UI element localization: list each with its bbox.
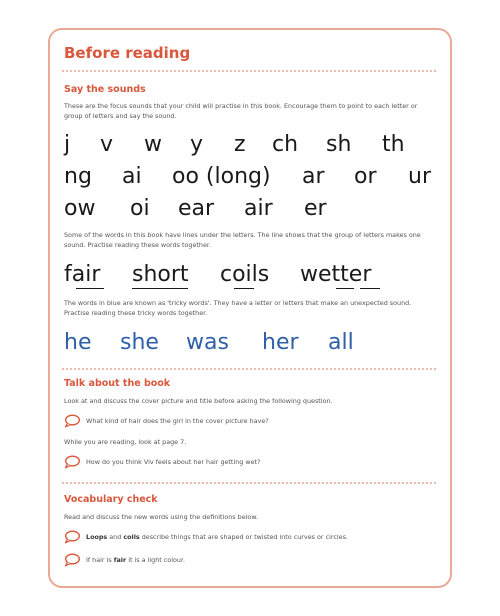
vocabulary-heading: Vocabulary check — [64, 494, 158, 505]
question-line — [64, 455, 436, 469]
sound-underline — [76, 288, 104, 289]
definition-line — [64, 553, 436, 567]
speech-bubble-icon — [64, 414, 80, 428]
sound: oi — [130, 196, 150, 221]
sound: sh — [326, 132, 352, 157]
sound: air — [244, 196, 273, 221]
sound: w — [144, 132, 162, 157]
say-sounds-heading: Say the sounds — [64, 84, 146, 95]
underlined-word: wetter — [300, 262, 372, 287]
tricky-word: was — [186, 330, 229, 355]
sound: ch — [272, 132, 299, 157]
question-text: What kind of hair does the girl in the cover picture have? — [86, 417, 269, 425]
while-reading-text: While you are reading, look at page 7. — [64, 438, 187, 446]
vocab-word: fair — [113, 556, 127, 564]
underlined-word: coils — [220, 262, 270, 287]
divider — [62, 70, 436, 72]
sound: j — [64, 132, 71, 157]
underlined-word: fair — [64, 262, 101, 287]
speech-bubble-icon — [64, 553, 80, 567]
sound-underline — [160, 288, 188, 289]
page-title: Before reading — [64, 44, 191, 62]
tricky-word: her — [262, 330, 299, 355]
lines-explanation: Some of the words in this book have lines under the letters. The line shows that the group of letters makes one sound. Practise reading these words together. — [64, 231, 421, 249]
sound: ur — [408, 164, 431, 189]
speech-bubble-icon — [64, 530, 80, 544]
divider — [62, 368, 436, 370]
tricky-explanation: The words in blue are known as 'tricky words'. They have a letter or letters that make an unexpected sound. Practise reading these tricky words together. — [64, 299, 412, 317]
sound: ear — [178, 196, 215, 221]
underlined-word: short — [132, 262, 189, 287]
sound: th — [382, 132, 405, 157]
definition-text — [86, 555, 185, 565]
speech-bubble-icon — [64, 455, 80, 469]
tricky-word: he — [64, 330, 92, 355]
divider — [62, 482, 436, 484]
definition-text — [86, 532, 348, 542]
sound: ow — [64, 196, 96, 221]
say-sounds-intro: These are the focus sounds that your child will practise in this book. Encourage them to point to each letter or group of letters and say the sound. — [64, 102, 418, 120]
sound: oo (long) — [172, 164, 271, 189]
vocab-word: coils — [123, 533, 140, 541]
vocab-word: Loops — [86, 533, 108, 541]
talk-about-book-heading: Talk about the book — [64, 378, 171, 389]
sound: er — [304, 196, 327, 221]
definition-lead: If hair is — [86, 556, 114, 564]
sound-underline — [336, 288, 354, 289]
sound: ai — [122, 164, 142, 189]
sound: or — [354, 164, 377, 189]
sound: z — [234, 132, 246, 157]
sound-underline — [132, 288, 160, 289]
tricky-word: she — [120, 330, 159, 355]
sound-underline — [360, 288, 380, 289]
sound-underline — [234, 288, 254, 289]
tricky-word: all — [328, 330, 354, 355]
sound: ar — [302, 164, 325, 189]
definition-line — [64, 530, 436, 544]
definition-connector: and — [107, 533, 124, 541]
question-text: How do you think Viv feels about her hair getting wet? — [86, 458, 261, 466]
definition-rest: it is a light colour. — [126, 556, 186, 564]
talk-about-book-intro: Look at and discuss the cover picture and title before asking the following question. — [64, 397, 333, 405]
vocabulary-intro: Read and discuss the new words using the definitions below. — [64, 513, 258, 521]
question-line — [64, 414, 436, 428]
sound: y — [190, 132, 204, 157]
definition-rest: describe things that are shaped or twisted into curves or circles. — [139, 533, 348, 541]
sound: ng — [64, 164, 92, 189]
sound: v — [100, 132, 114, 157]
